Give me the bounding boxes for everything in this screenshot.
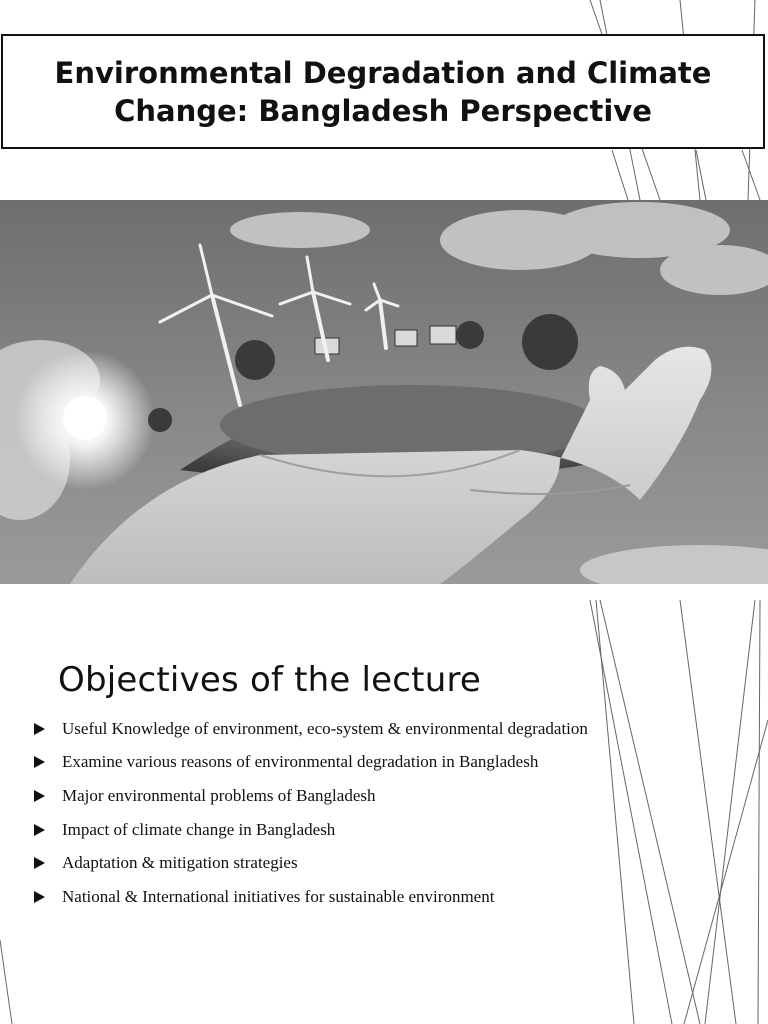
triangle-bullet-icon [34, 790, 45, 802]
objectives-slide [0, 600, 768, 1024]
objective-text: Adaptation & mitigation strategies [62, 853, 298, 873]
triangle-bullet-icon [34, 824, 45, 836]
triangle-bullet-icon [34, 857, 45, 869]
objective-text: Major environmental problems of Bangladesh [62, 785, 376, 805]
title-box [1, 34, 765, 149]
objective-text: National & International initiatives for sustainable environment [62, 886, 495, 906]
list-item [34, 779, 734, 813]
list-item [34, 813, 734, 847]
objective-text: Examine various reasons of environmental degradation in Bangladesh [62, 752, 539, 772]
slide-title [35, 54, 732, 130]
triangle-bullet-icon [34, 756, 45, 768]
list-item [34, 712, 734, 746]
triangle-bullet-icon [34, 723, 45, 735]
list-item [34, 880, 734, 914]
slide-title-line-1: Environmental Degradation and Climate [54, 55, 712, 90]
objectives-list [34, 712, 734, 914]
list-item [34, 846, 734, 880]
objective-text: Impact of climate change in Bangladesh [62, 819, 336, 839]
triangle-bullet-icon [34, 891, 45, 903]
slide-title-line-2: Change: Bangladesh Perspective [114, 93, 652, 128]
list-item [34, 746, 734, 780]
hand-holding-earth-image [0, 200, 768, 584]
objectives-heading: Objectives of the lecture [58, 660, 482, 700]
objective-text: Useful Knowledge of environment, eco-system & environmental degradation [62, 718, 588, 738]
